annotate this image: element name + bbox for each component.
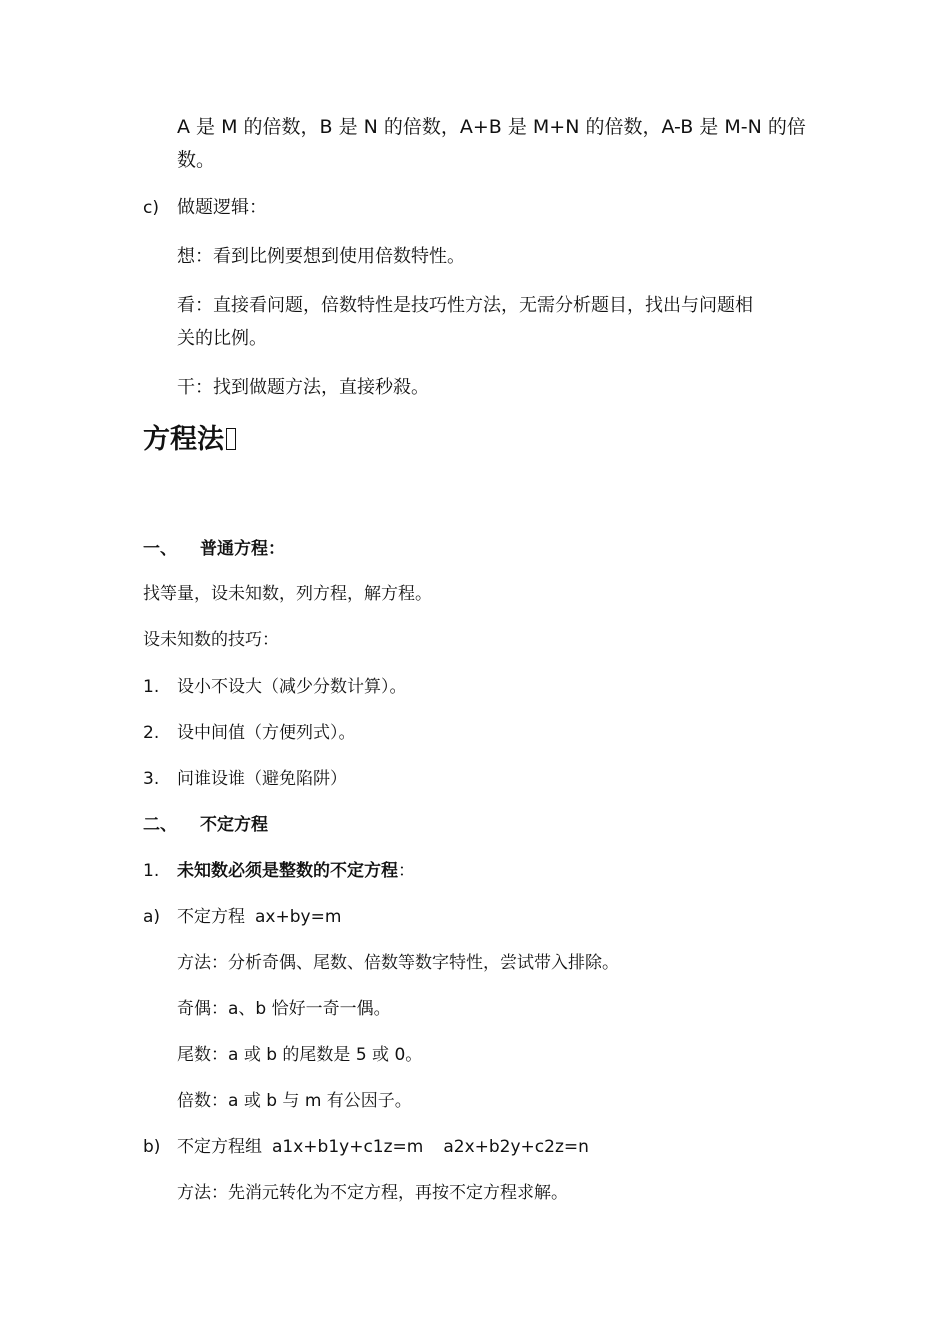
a-line [177, 905, 341, 929]
section1-marker: 一、 [143, 539, 177, 559]
a-parity: 奇偶：a、b 恰好一奇一偶。 [177, 999, 391, 1019]
section-heading-text: 方程法 [143, 424, 224, 455]
section1-tips-title: 设未知数的技巧： [143, 630, 279, 650]
tip-marker-1: 1. [143, 677, 160, 697]
section2-title: 不定方程 [200, 815, 268, 835]
intro-line-2: 数。 [177, 149, 216, 171]
section2-marker: 二、 [143, 815, 177, 835]
b-line [177, 1135, 589, 1159]
item1-title [177, 859, 415, 883]
b-method: 方法：先消元转化为不定方程，再按不定方程求解。 [177, 1183, 568, 1203]
b-formula-2: a2x+b2y+c2z=n [443, 1137, 589, 1157]
logic-do: 干：找到做题方法，直接秒殺。 [177, 377, 429, 398]
a-label: 不定方程 [177, 907, 245, 927]
logic-look-line-1: 看：直接看问题，倍数特性是技巧性方法，无需分析题目，找出与问题相 [177, 295, 753, 316]
list-marker-a: a) [143, 907, 161, 927]
tip-text-3: 问谁设谁（避免陷阱） [177, 769, 347, 789]
a-tail: 尾数：a 或 b 的尾数是 5 或 0。 [177, 1045, 423, 1065]
tip-marker-2: 2. [143, 723, 160, 743]
b-label: 不定方程组 [177, 1137, 262, 1157]
logic-look-line-2: 关的比例。 [177, 328, 267, 349]
tip-marker-3: 3. [143, 769, 160, 789]
intro-line-1: A 是 M 的倍数，B 是 N 的倍数，A+B 是 M+N 的倍数，A-B 是 M-N 的倍 [177, 116, 806, 138]
logic-title: 做题逻辑： [177, 197, 267, 218]
list-marker-c: c) [143, 198, 159, 218]
section1-desc: 找等量，设未知数，列方程，解方程。 [143, 584, 432, 604]
item1-title-bold: 未知数必须是整数的不定方程 [177, 861, 398, 881]
list-marker-b: b) [143, 1137, 161, 1157]
item1-title-tail: ： [398, 861, 415, 881]
logic-think: 想：看到比例要想到使用倍数特性。 [177, 246, 465, 267]
tip-text-1: 设小不设大（减少分数计算）。 [177, 677, 407, 697]
item1-marker: 1. [143, 861, 160, 881]
a-method: 方法：分析奇偶、尾数、倍数等数字特性，尝试带入排除。 [177, 953, 619, 973]
a-multiple: 倍数：a 或 b 与 m 有公因子。 [177, 1091, 412, 1111]
a-formula: ax+by=m [255, 907, 342, 927]
b-formula-1: a1x+b1y+c1z=m [272, 1137, 424, 1157]
tip-text-2: 设中间值（方便列式）。 [177, 723, 356, 743]
missing-glyph-icon [226, 428, 236, 450]
section1-title: 普通方程： [200, 539, 285, 559]
section-heading [143, 422, 236, 458]
